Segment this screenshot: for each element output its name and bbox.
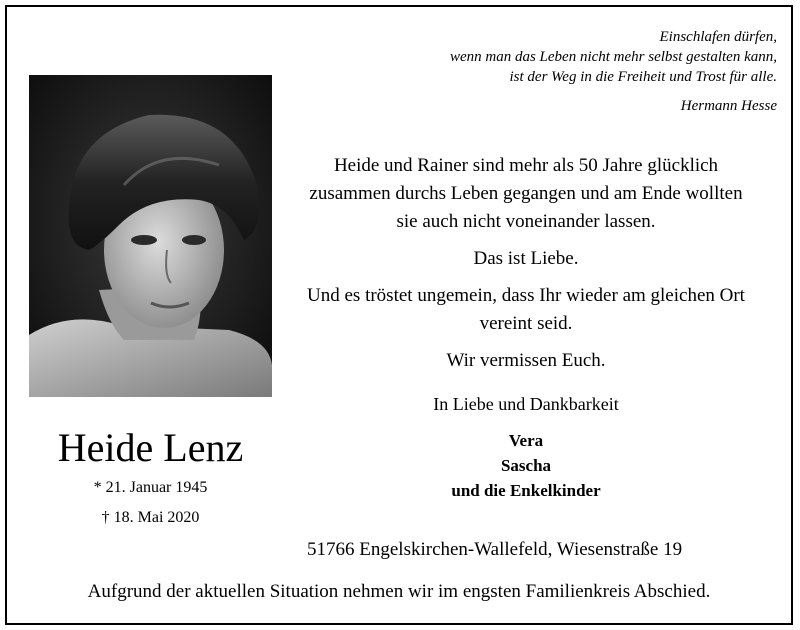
signoff-greeting: In Liebe und Dankbarkeit	[433, 394, 619, 414]
signoff	[307, 392, 745, 503]
message-paragraph: Wir vermissen Euch.	[446, 350, 606, 371]
address: 51766 Engelskirchen-Wallefeld, Wiesenstraße 19	[307, 539, 683, 560]
portrait-photo	[29, 75, 272, 397]
mourner-name: und die Enkelkinder	[451, 481, 601, 500]
life-dates	[29, 477, 272, 537]
mourner-name: Sascha	[500, 456, 552, 475]
death-date: † 18. Mai 2020	[101, 509, 200, 526]
footer-note: Aufgrund der aktuellen Situation nehmen wir im engsten Familienkreis Abschied.	[87, 581, 711, 602]
mourner-names	[307, 428, 745, 503]
message-paragraph: Heide und Rainer sind mehr als 50 Jahre glücklich zusammen durchs Leben gegangen und am Ende wollten sie auch nicht voneinander lassen.	[309, 155, 743, 232]
memorial-message	[307, 152, 745, 384]
deceased-name: Heide Lenz	[57, 425, 244, 470]
quote-line: Einschlafen dürfen,	[659, 29, 777, 45]
message-paragraph: Das ist Liebe.	[473, 248, 579, 269]
hesse-quote	[337, 27, 777, 116]
birth-date: * 21. Januar 1945	[93, 479, 208, 496]
obituary-card	[5, 5, 793, 625]
message-paragraph: Und es tröstet ungemein, dass Ihr wieder am gleichen Ort vereint seid.	[307, 285, 745, 334]
mourner-name: Vera	[508, 431, 544, 450]
quote-author: Hermann Hesse	[680, 98, 777, 114]
quote-line: wenn man das Leben nicht mehr selbst gestalten kann,	[449, 49, 777, 65]
quote-line: ist der Weg in die Freiheit und Trost für alle.	[509, 69, 777, 85]
